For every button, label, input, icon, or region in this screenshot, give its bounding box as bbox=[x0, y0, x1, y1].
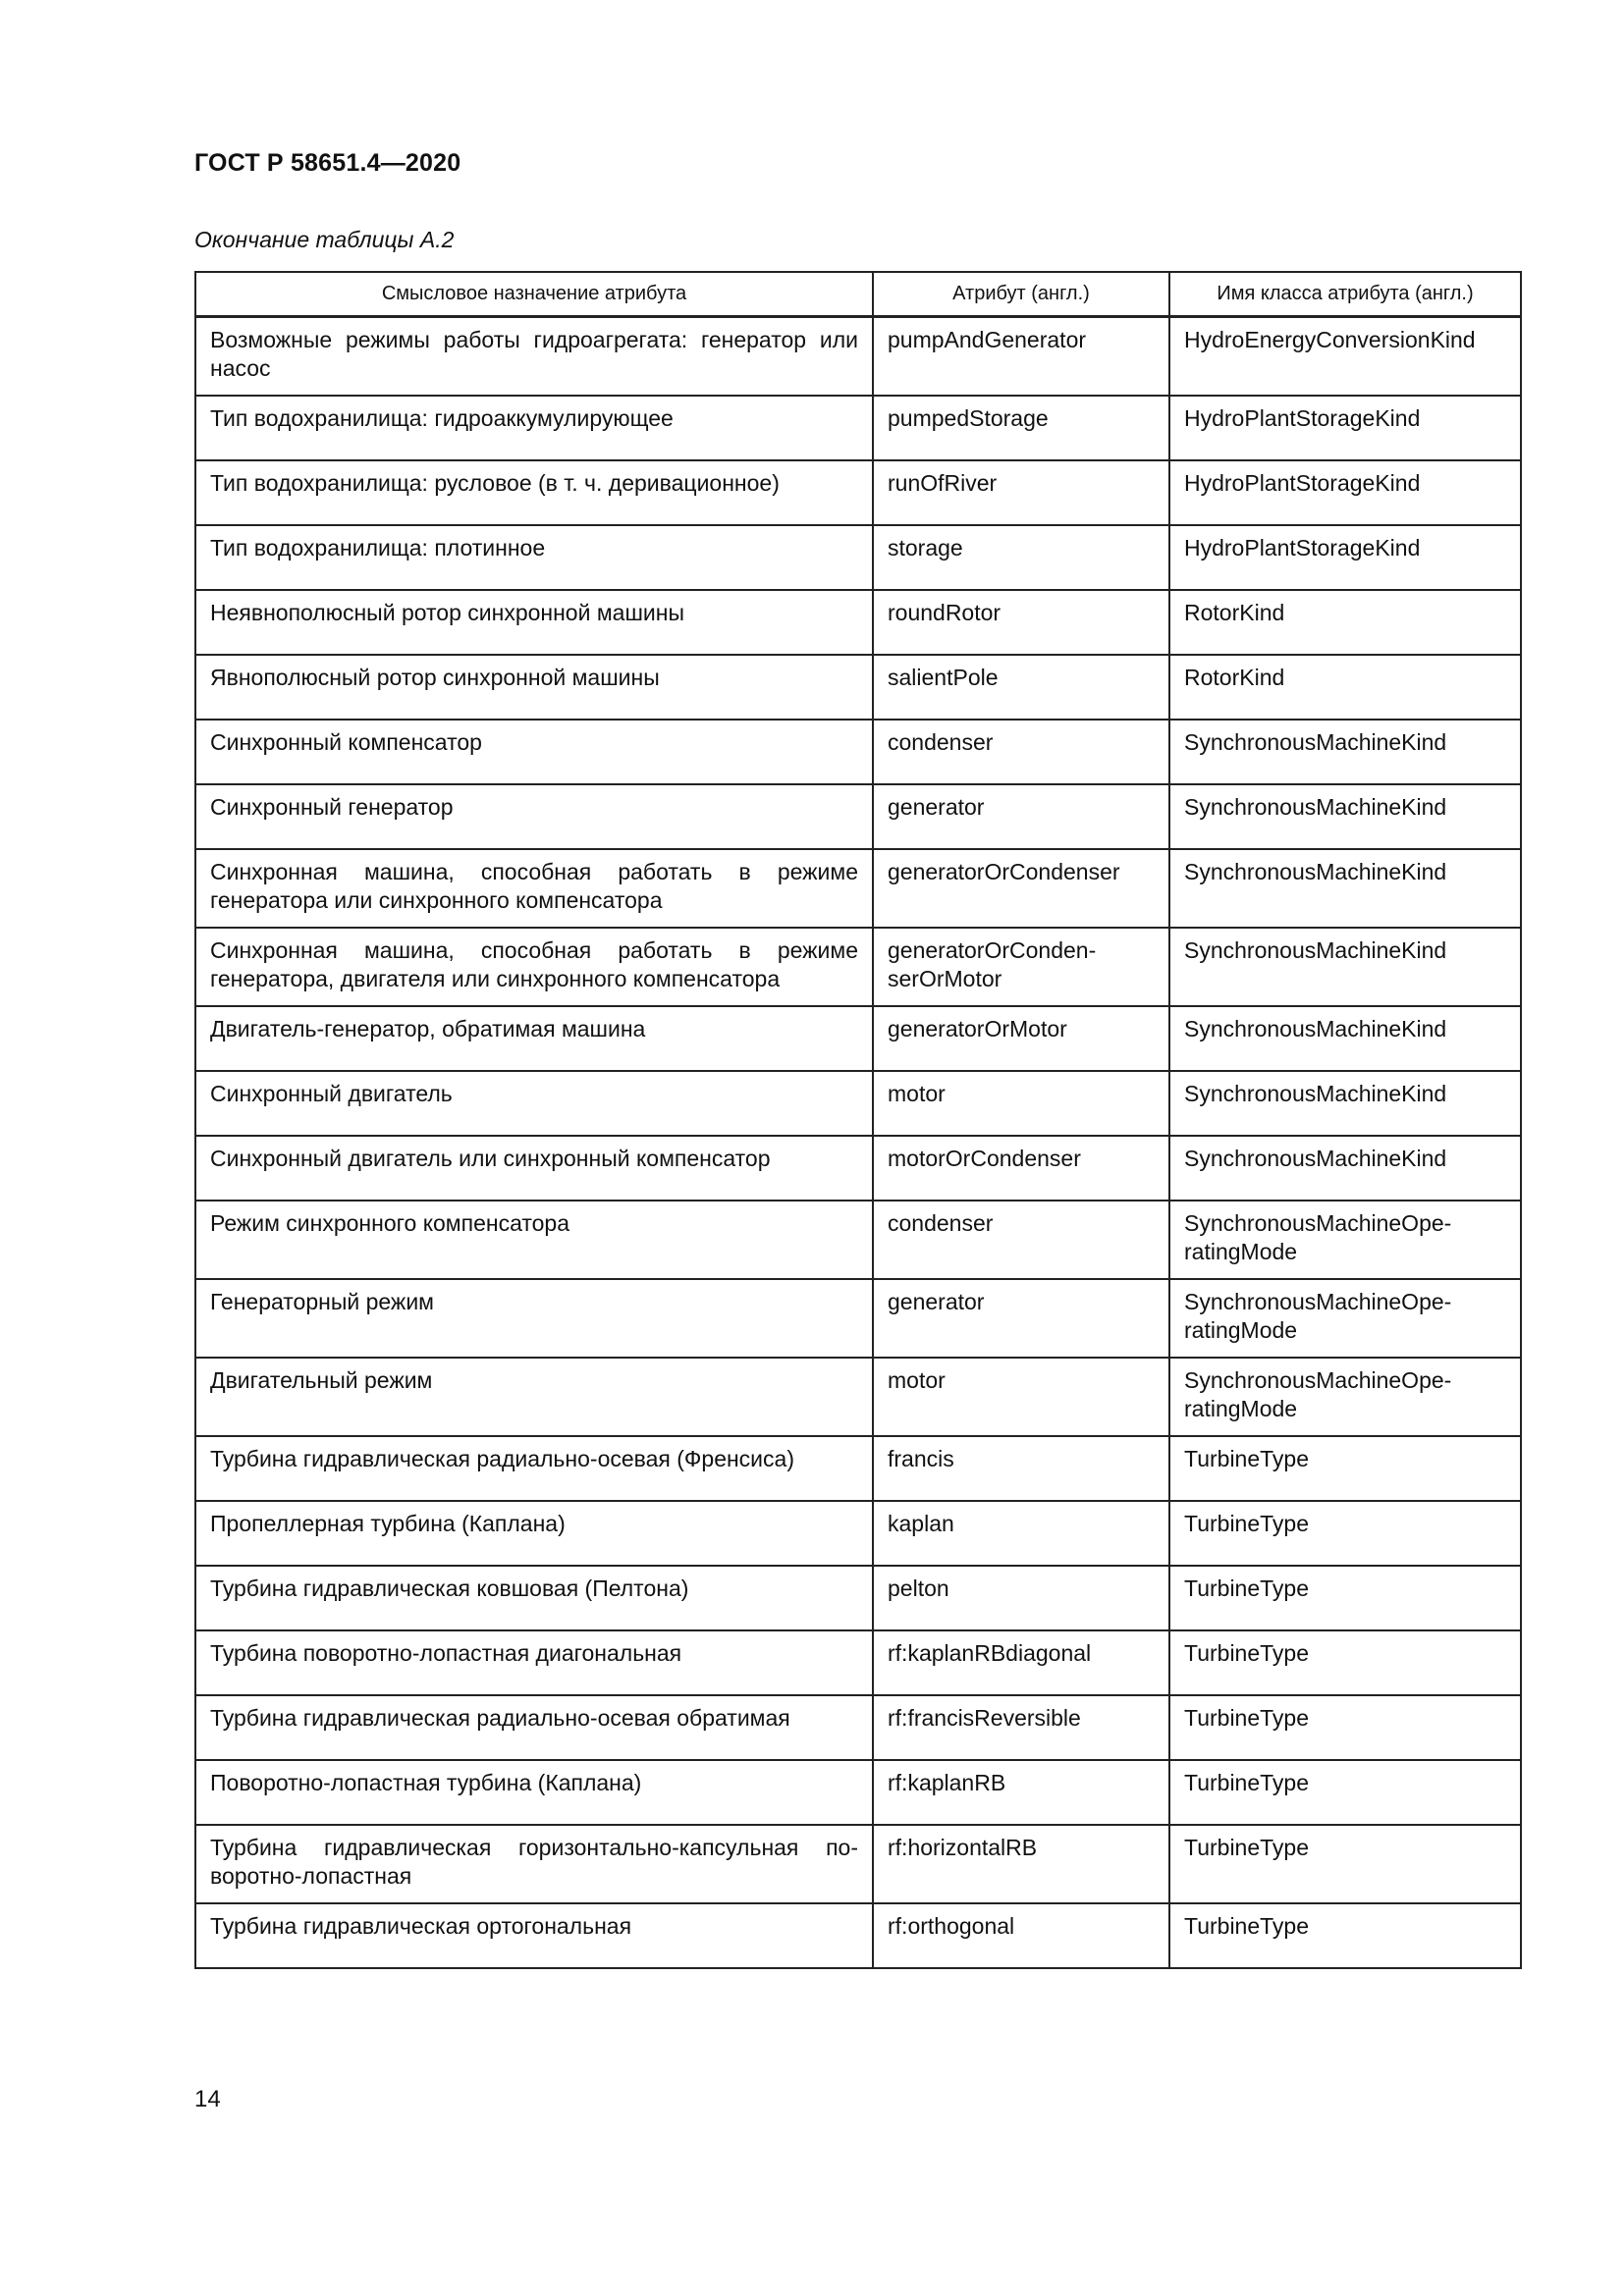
cell-meaning: Возможные режимы работы гидроагрегата: генератор или насос bbox=[195, 317, 873, 397]
cell-attribute: generator bbox=[873, 1279, 1169, 1358]
cell-attribute: pumpedStorage bbox=[873, 396, 1169, 460]
table-row bbox=[195, 317, 1521, 397]
table-row bbox=[195, 1358, 1521, 1436]
cell-attribute: rf:kaplanRBdiagonal bbox=[873, 1630, 1169, 1695]
cell-attribute: motorOrCondenser bbox=[873, 1136, 1169, 1201]
table-row bbox=[195, 928, 1521, 1006]
cell-class: HydroEnergyConversionKind bbox=[1169, 317, 1521, 397]
cell-attribute: condenser bbox=[873, 1201, 1169, 1279]
cell-class: RotorKind bbox=[1169, 590, 1521, 655]
cell-attribute: motor bbox=[873, 1071, 1169, 1136]
cell-meaning: Тип водохранилища: гидроаккумулирующее bbox=[195, 396, 873, 460]
cell-class: SynchronousMachineKind bbox=[1169, 784, 1521, 849]
cell-meaning: Синхронный двигатель или синхронный компенсатор bbox=[195, 1136, 873, 1201]
cell-class: TurbineType bbox=[1169, 1436, 1521, 1501]
cell-class: TurbineType bbox=[1169, 1825, 1521, 1903]
cell-meaning: Синхронный компенсатор bbox=[195, 720, 873, 784]
document-header: ГОСТ Р 58651.4—2020 bbox=[194, 149, 461, 177]
cell-class: TurbineType bbox=[1169, 1695, 1521, 1760]
table-body bbox=[195, 317, 1521, 1969]
column-header-meaning: Смысловое назначение атрибута bbox=[195, 272, 873, 317]
table-row bbox=[195, 1695, 1521, 1760]
table-row bbox=[195, 784, 1521, 849]
cell-meaning: Двигатель-генератор, обратимая машина bbox=[195, 1006, 873, 1071]
table-row bbox=[195, 1201, 1521, 1279]
cell-class: TurbineType bbox=[1169, 1903, 1521, 1968]
cell-attribute: generator bbox=[873, 784, 1169, 849]
cell-class: SynchronousMachineOpe-ratingMode bbox=[1169, 1358, 1521, 1436]
cell-meaning: Генераторный режим bbox=[195, 1279, 873, 1358]
cell-class: SynchronousMachineKind bbox=[1169, 1006, 1521, 1071]
cell-class: HydroPlantStorageKind bbox=[1169, 396, 1521, 460]
cell-meaning: Тип водохранилища: плотинное bbox=[195, 525, 873, 590]
cell-meaning: Неявнополюсный ротор синхронной машины bbox=[195, 590, 873, 655]
column-header-class: Имя класса атрибута (англ.) bbox=[1169, 272, 1521, 317]
cell-attribute: roundRotor bbox=[873, 590, 1169, 655]
cell-meaning: Пропеллерная турбина (Каплана) bbox=[195, 1501, 873, 1566]
cell-meaning: Двигательный режим bbox=[195, 1358, 873, 1436]
cell-attribute: runOfRiver bbox=[873, 460, 1169, 525]
cell-meaning: Турбина поворотно-лопастная диагональная bbox=[195, 1630, 873, 1695]
cell-attribute: pelton bbox=[873, 1566, 1169, 1630]
cell-meaning: Режим синхронного компенсатора bbox=[195, 1201, 873, 1279]
table-row bbox=[195, 590, 1521, 655]
cell-attribute: generatorOrCondenser bbox=[873, 849, 1169, 928]
cell-class: HydroPlantStorageKind bbox=[1169, 525, 1521, 590]
cell-class: TurbineType bbox=[1169, 1760, 1521, 1825]
cell-attribute: pumpAndGenerator bbox=[873, 317, 1169, 397]
cell-attribute: francis bbox=[873, 1436, 1169, 1501]
cell-attribute: rf:kaplanRB bbox=[873, 1760, 1169, 1825]
cell-meaning: Турбина гидравлическая ортогональная bbox=[195, 1903, 873, 1968]
cell-class: TurbineType bbox=[1169, 1630, 1521, 1695]
table-row bbox=[195, 396, 1521, 460]
table-caption: Окончание таблицы А.2 bbox=[194, 227, 455, 252]
table-row bbox=[195, 1630, 1521, 1695]
table-row bbox=[195, 720, 1521, 784]
table-row bbox=[195, 460, 1521, 525]
table-row bbox=[195, 1006, 1521, 1071]
cell-meaning: Синхронная машина, способная работать в режиме генератора или синхронного компенсатора bbox=[195, 849, 873, 928]
cell-meaning: Явнополюсный ротор синхронной машины bbox=[195, 655, 873, 720]
cell-class: SynchronousMachineKind bbox=[1169, 849, 1521, 928]
table-row bbox=[195, 1279, 1521, 1358]
table-row bbox=[195, 1566, 1521, 1630]
cell-attribute: generatorOrMotor bbox=[873, 1006, 1169, 1071]
cell-class: RotorKind bbox=[1169, 655, 1521, 720]
table-row bbox=[195, 1501, 1521, 1566]
cell-class: SynchronousMachineKind bbox=[1169, 720, 1521, 784]
cell-meaning: Турбина гидравлическая радиально-осевая обратимая bbox=[195, 1695, 873, 1760]
table-row bbox=[195, 1825, 1521, 1903]
table-row bbox=[195, 1760, 1521, 1825]
cell-attribute: generatorOrConden-serOrMotor bbox=[873, 928, 1169, 1006]
cell-attribute: kaplan bbox=[873, 1501, 1169, 1566]
column-header-attribute: Атрибут (англ.) bbox=[873, 272, 1169, 317]
cell-attribute: condenser bbox=[873, 720, 1169, 784]
cell-meaning: Турбина гидравлическая горизонтально-капсульная по-воротно-лопастная bbox=[195, 1825, 873, 1903]
cell-meaning: Поворотно-лопастная турбина (Каплана) bbox=[195, 1760, 873, 1825]
cell-meaning: Синхронная машина, способная работать в режиме генератора, двигателя или синхронного компенсатора bbox=[195, 928, 873, 1006]
cell-class: SynchronousMachineKind bbox=[1169, 1136, 1521, 1201]
table-row bbox=[195, 1436, 1521, 1501]
cell-meaning: Тип водохранилища: русловое (в т. ч. деривационное) bbox=[195, 460, 873, 525]
cell-meaning: Турбина гидравлическая ковшовая (Пелтона) bbox=[195, 1566, 873, 1630]
table-row bbox=[195, 1903, 1521, 1968]
cell-class: HydroPlantStorageKind bbox=[1169, 460, 1521, 525]
cell-attribute: rf:horizontalRB bbox=[873, 1825, 1169, 1903]
cell-attribute: storage bbox=[873, 525, 1169, 590]
cell-class: SynchronousMachineKind bbox=[1169, 928, 1521, 1006]
cell-attribute: rf:francisReversible bbox=[873, 1695, 1169, 1760]
cell-class: TurbineType bbox=[1169, 1566, 1521, 1630]
cell-meaning: Турбина гидравлическая радиально-осевая (Френсиса) bbox=[195, 1436, 873, 1501]
attribute-table bbox=[194, 271, 1522, 1969]
cell-class: SynchronousMachineKind bbox=[1169, 1071, 1521, 1136]
table-row bbox=[195, 1136, 1521, 1201]
cell-meaning: Синхронный генератор bbox=[195, 784, 873, 849]
table-row bbox=[195, 655, 1521, 720]
cell-attribute: salientPole bbox=[873, 655, 1169, 720]
cell-meaning: Синхронный двигатель bbox=[195, 1071, 873, 1136]
cell-class: SynchronousMachineOpe-ratingMode bbox=[1169, 1201, 1521, 1279]
page-number: 14 bbox=[194, 2086, 221, 2112]
cell-attribute: rf:orthogonal bbox=[873, 1903, 1169, 1968]
cell-class: TurbineType bbox=[1169, 1501, 1521, 1566]
table-row bbox=[195, 1071, 1521, 1136]
cell-class: SynchronousMachineOpe-ratingMode bbox=[1169, 1279, 1521, 1358]
table-row bbox=[195, 525, 1521, 590]
cell-attribute: motor bbox=[873, 1358, 1169, 1436]
table-header-row bbox=[195, 272, 1521, 317]
table-row bbox=[195, 849, 1521, 928]
